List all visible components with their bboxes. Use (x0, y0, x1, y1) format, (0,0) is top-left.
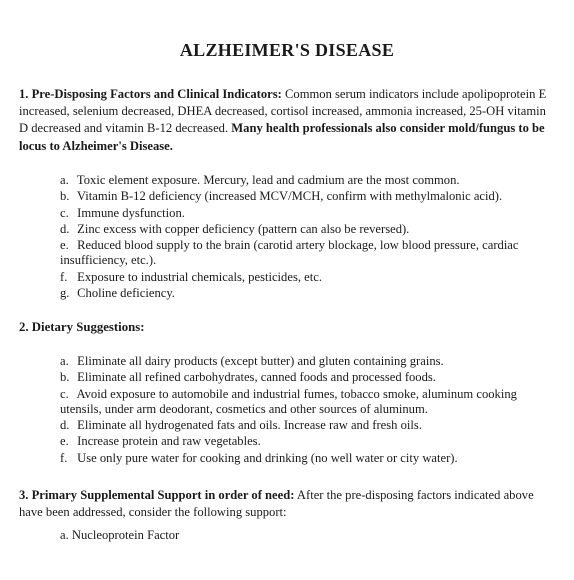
section-3-paragraph (19, 487, 549, 521)
list-item-letter: b. (60, 189, 70, 204)
list-item (60, 434, 560, 449)
list-item-text: Toxic element exposure. Mercury, lead and cadmium are the most common. (76, 173, 460, 187)
list-item-text: Reduced blood supply to the brain (carotid artery blockage, low blood pressure, cardiac insufficiency, etc.). (60, 238, 519, 268)
list-item-letter: c. (60, 205, 69, 220)
section-2-list (60, 354, 560, 467)
list-item-text: Eliminate all refined carbohydrates, canned foods and processed foods. (77, 370, 436, 385)
cutoff-text: a. Nucleoprotein Factor (60, 528, 180, 542)
list-item-letter: f. (60, 269, 68, 284)
list-item-text: Vitamin B-12 deficiency (increased MCV/MCH, confirm with methylmalonic acid). (76, 189, 503, 204)
list-item-text: Eliminate all hydrogenated fats and oils. Increase raw and fresh oils. (77, 418, 422, 433)
list-item (60, 451, 560, 466)
list-item-text: Eliminate all dairy products (except butter) and gluten containing grains. (77, 354, 444, 368)
list-item-text: Immune dysfunction. (77, 205, 185, 220)
section-1-paragraph (19, 86, 549, 155)
list-item (60, 238, 560, 269)
document-title: ALZHEIMER'S DISEASE (179, 40, 395, 60)
list-item (60, 189, 560, 204)
list-item (60, 222, 560, 237)
list-item (60, 387, 560, 418)
list-item-letter: f. (60, 450, 68, 465)
list-item-letter: c. (60, 386, 69, 401)
list-item (60, 286, 560, 301)
list-item (60, 354, 560, 369)
list-item (60, 418, 560, 433)
list-item-text: Increase protein and raw vegetables. (77, 434, 261, 449)
list-item-text: Zinc excess with copper deficiency (pattern can also be reversed). (77, 221, 410, 236)
section-1-heading: 1. Pre-Disposing Factors and Clinical Indicators: (19, 87, 282, 101)
section-1-intro: Common serum indicators include apolipoprotein E increased, selenium decreased, DHEA decreased, cortisol increased, ammonia increased, 25-OH vitamin D decreased and vitamin B-12 decreased. (19, 87, 547, 136)
list-item-text: Use only pure water for cooking and drinking (no well water or city water). (77, 450, 458, 465)
section-2-heading: 2. Dietary Suggestions: (19, 320, 145, 334)
list-item (60, 270, 560, 285)
section-3-heading: 3. Primary Supplemental Support in order of need: (19, 488, 295, 502)
list-item-letter: d. (60, 418, 70, 433)
list-item-letter: e. (60, 238, 69, 253)
list-item-letter: b. (60, 370, 70, 385)
list-item-text: Exposure to industrial chemicals, pesticides, etc. (77, 269, 322, 284)
list-item-letter: a. (60, 173, 69, 187)
list-item (60, 206, 560, 221)
section-1-list (60, 173, 560, 302)
section-1-emphasis: Many health professionals also consider mold/fungus to be locus to Alzheimer's Disease. (19, 121, 545, 153)
list-item-letter: a. (60, 354, 69, 368)
list-item-letter: d. (60, 221, 70, 236)
list-item-text: Choline deficiency. (77, 286, 175, 301)
list-item-letter: g. (60, 286, 70, 301)
list-item-letter: e. (60, 434, 69, 449)
cutoff-line (60, 528, 360, 543)
list-item (60, 370, 560, 385)
list-item (60, 173, 560, 188)
list-item-text: Avoid exposure to automobile and industrial fumes, tobacco smoke, aluminum cooking utensils, under arm deodorant, cosmetics and other sources of aluminum. (60, 386, 517, 416)
section-3-intro: After the pre-disposing factors indicated above have been addressed, consider the following support: (19, 488, 534, 520)
